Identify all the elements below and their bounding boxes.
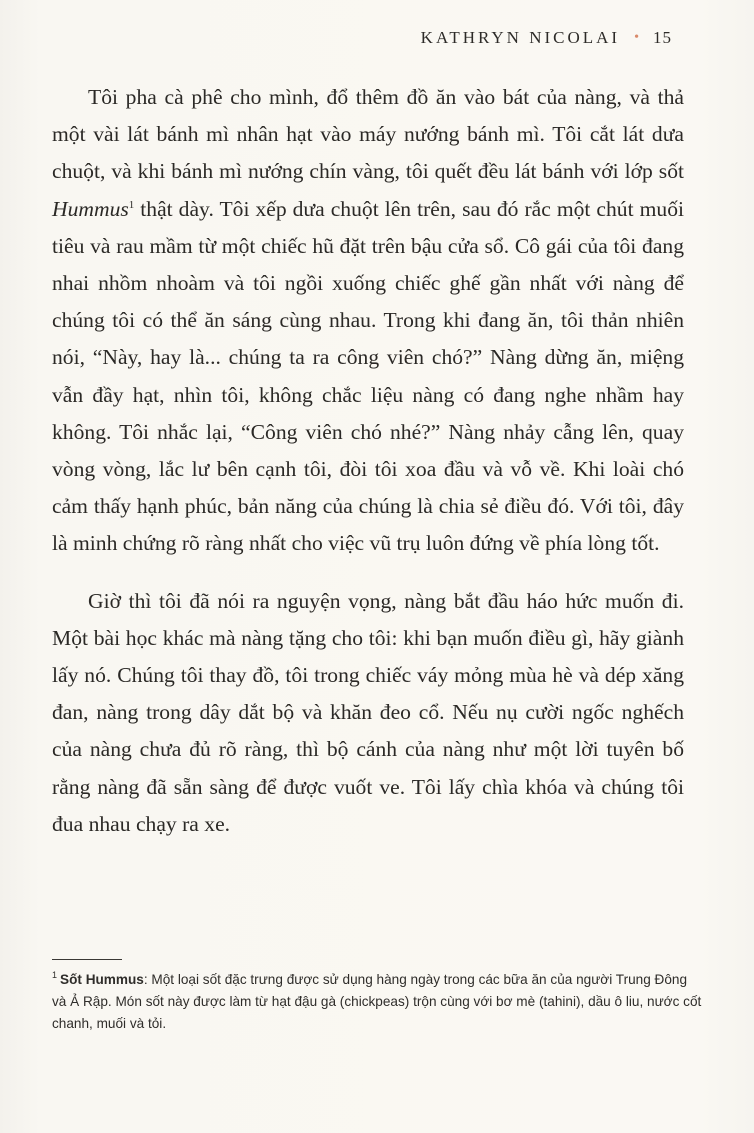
paragraph-1-text-b: thật dày. Tôi xếp dưa chuột lên trên, sau đó rắc một chút muối tiêu và rau mầm từ một chiếc hũ đặt trên bậu cửa sổ. Cô gái của tôi đang nhai nhồm nhoàm và tôi ngồi xuống chiếc ghế gần nhất với nàng để chúng tôi có thể ăn sáng cùng nhau. Trong khi đang ăn, tôi thản nhiên nói, “Này, hay là... chúng ta ra công viên chó?” Nàng dừng ăn, miệng vẫn đầy hạt, nhìn tôi, không chắc liệu nàng có đang nghe nhầm hay không. Tôi nhắc lại, “Công viên chó nhé?” Nàng nhảy cẫng lên, quay vòng vòng, lắc lư bên cạnh tôi, đòi tôi xoa đầu và vỗ về. Khi loài chó cảm thấy hạnh phúc, bản năng của chúng là chia sẻ điều đó. Với tôi, đây là minh chứng rõ ràng nhất cho việc vũ trụ luôn đứng về phía lòng tốt. (52, 196, 684, 556)
footnote-term: Sốt Hummus (60, 972, 144, 987)
footnote-marker: 1 (52, 970, 58, 981)
footnote-reference: 1 (128, 198, 135, 211)
body-text (52, 79, 684, 843)
footnote-divider (52, 959, 122, 960)
separator-dot: • (634, 30, 639, 45)
hummus-italic: Hummus (52, 196, 129, 221)
paragraph-2: Giờ thì tôi đã nói ra nguyện vọng, nàng bắt đầu háo hức muốn đi. Một bài học khác mà nàng tặng cho tôi: khi bạn muốn điều gì, hãy giành lấy nó. Chúng tôi thay đồ, tôi trong chiếc váy mỏng mùa hè và dép xăng đan, nàng trong dây dắt bộ và khăn đeo cổ. Nếu nụ cười ngốc nghếch của nàng chưa đủ rõ ràng, thì bộ cánh của nàng như một lời tuyên bố rằng nàng đã sẵn sàng để được vuốt ve. Tôi lấy chìa khóa và chúng tôi đua nhau chạy ra xe. (52, 588, 684, 836)
running-header (421, 28, 672, 48)
paragraph-1-text-a: Tôi pha cà phê cho mình, đổ thêm đồ ăn vào bát của nàng, và thả một vài lát bánh mì nhân hạt vào máy nướng bánh mì. Tôi cắt lát dưa chuột, và khi bánh mì nướng chín vàng, tôi quết đều lát bánh với lớp sốt (52, 85, 684, 184)
page-number: 15 (653, 28, 672, 47)
author-name: KATHRYN NICOLAI (420, 28, 621, 47)
footnote-text: : Một loại sốt đặc trưng được sử dụng hàng ngày trong các bữa ăn của người Trung Đông và Ả Rập. Món sốt này được làm từ hạt đậu gà (chickpeas) trộn cùng với bơ mè (tahini), dầu ô liu, nước cốt chanh, muối và tỏi. (52, 972, 702, 1031)
paragraph-1 (52, 79, 684, 563)
footnote (52, 969, 702, 1035)
